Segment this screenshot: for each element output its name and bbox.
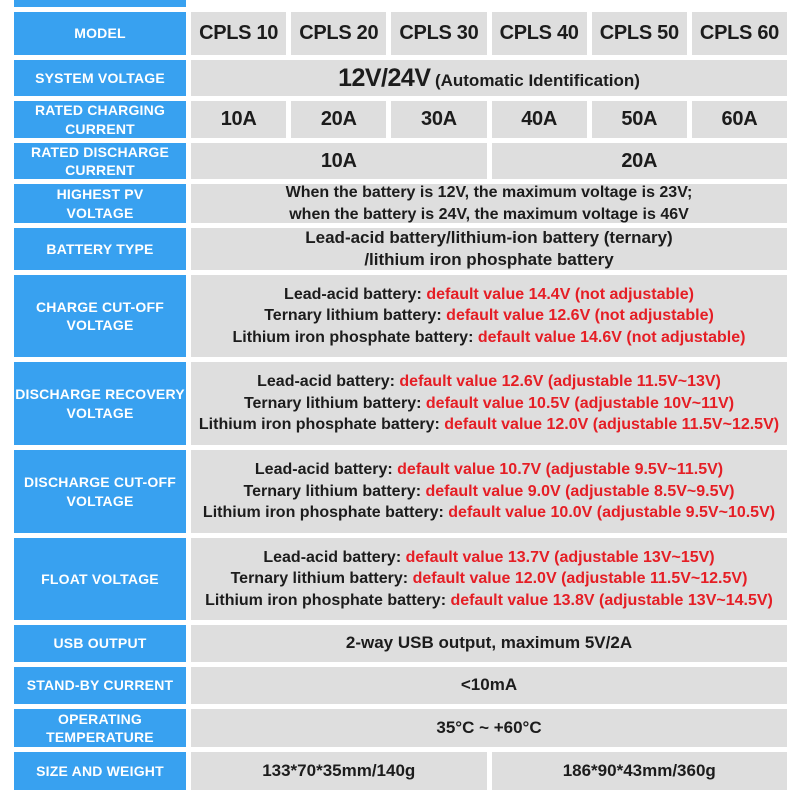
row-label-text: CURRENT [65, 120, 135, 137]
current-value: 20A [621, 149, 658, 172]
default-value: default value 14.6V (not adjustable) [477, 328, 746, 346]
model-cell [592, 12, 687, 55]
discharge-cutoff-cell [191, 450, 787, 533]
default-value: default value 10.0V (adjustable 9.5V~10.5V) [448, 504, 776, 522]
row-label-battery-type [14, 228, 186, 270]
model-value: CPLS 10 [199, 22, 279, 44]
row-label-text: USB OUTPUT [53, 635, 147, 652]
row-label-text: HIGHEST PV [56, 186, 144, 203]
row-label-charge-cutoff-voltage [14, 275, 186, 357]
current-value: 20A [320, 108, 357, 130]
table-row-discharge-cutoff-voltage [14, 450, 787, 533]
row-label-text: MODEL [74, 25, 126, 42]
float-voltage-cells [191, 538, 787, 620]
battery-kind: Lead-acid battery: [284, 285, 427, 303]
pv-voltage-line: when the battery is 24V, the maximum voltage is 46V [289, 205, 689, 223]
spec-line [244, 481, 735, 502]
table-row-highest-pv-voltage [14, 184, 787, 223]
row-label-system-voltage [14, 60, 186, 96]
cropped-header-remnant [14, 0, 186, 7]
row-label-text: FLOAT VOLTAGE [41, 570, 159, 587]
row-label-text: VOLTAGE [66, 317, 134, 333]
standby-current-cells [191, 667, 787, 704]
default-value: default value 12.6V (adjustable 11.5V~13V) [399, 373, 721, 391]
charging-current-cell [291, 101, 386, 138]
row-label-text: BATTERY TYPE [46, 240, 154, 257]
spec-line [264, 305, 714, 326]
charging-current-cell [391, 101, 486, 138]
row-label-text: DISCHARGE CUT-OFF [24, 474, 176, 491]
model-cells [191, 12, 787, 55]
standby-current-cell [191, 667, 787, 704]
table-row-operating-temperature [14, 709, 787, 747]
usb-output-cells [191, 625, 787, 662]
default-value: default value 13.8V (adjustable 13V~14.5V) [450, 591, 773, 609]
system-voltage-note: (Automatic Identification) [434, 70, 640, 90]
row-label-text: STAND-BY CURRENT [26, 677, 174, 694]
row-label-size-weight [14, 752, 186, 790]
spec-line [199, 414, 779, 435]
pv-voltage-line: When the battery is 12V, the maximum voltage is 23V; [285, 184, 693, 202]
size-weight-value: 186*90*43mm/360g [562, 760, 716, 780]
spec-line [284, 284, 694, 305]
row-label-float-voltage [14, 538, 186, 620]
current-value: 50A [621, 108, 658, 130]
discharge-current-cells [191, 143, 787, 179]
model-cell [692, 12, 787, 55]
operating-temperature-cells [191, 709, 787, 747]
model-cell [492, 12, 587, 55]
row-label-text: RATED DISCHARGE [30, 143, 170, 160]
battery-type-line: /lithium iron phosphate battery [364, 250, 614, 269]
battery-type-line: Lead-acid battery/lithium-ion battery (ternary) [305, 227, 673, 247]
row-label-rated-discharge-current [14, 143, 186, 179]
operating-temperature-value: 35°C ~ +60°C [436, 717, 542, 737]
row-label-text: VOLTAGE [66, 492, 134, 509]
battery-kind: Lead-acid battery: [257, 373, 400, 391]
charging-current-cell [191, 101, 286, 138]
row-label-model [14, 12, 186, 55]
size-weight-cells [191, 752, 787, 790]
system-voltage-value [338, 64, 640, 93]
battery-kind: Lithium iron phosphate battery: [202, 504, 449, 522]
model-value: CPLS 60 [699, 22, 779, 44]
pv-voltage-cell [191, 184, 787, 223]
row-label-text: SYSTEM VOLTAGE [35, 69, 165, 86]
row-label-rated-charging-current [14, 101, 186, 138]
battery-kind: Lead-acid battery: [263, 548, 406, 566]
charging-current-cell [492, 101, 587, 138]
row-label-standby-current [14, 667, 186, 704]
spec-line [231, 568, 748, 589]
default-value: default value 12.0V (adjustable 11.5V~12.5V) [412, 570, 748, 588]
table-row-rated-charging-current [14, 101, 787, 138]
default-value: default value 10.7V (adjustable 9.5V~11.5V) [397, 461, 724, 479]
row-label-text: VOLTAGE [66, 404, 134, 421]
default-value: default value 9.0V (adjustable 8.5V~9.5V) [425, 482, 735, 500]
battery-type-cells [191, 228, 787, 270]
battery-kind: Lithium iron phosphate battery: [232, 328, 478, 346]
table-row-float-voltage [14, 538, 787, 620]
row-label-text: TEMPERATURE [46, 729, 154, 745]
operating-temperature-cell [191, 709, 787, 747]
default-value: default value 14.4V (not adjustable) [426, 285, 694, 303]
battery-kind: Lithium iron phosphate battery: [205, 591, 451, 609]
discharge-cutoff-cells [191, 450, 787, 533]
table-row-system-voltage [14, 60, 787, 96]
model-value: CPLS 30 [399, 22, 479, 44]
battery-kind: Ternary lithium battery: [243, 394, 426, 412]
default-value: default value 13.7V (adjustable 13V~15V) [405, 548, 715, 566]
row-label-operating-temperature [14, 709, 186, 747]
model-value: CPLS 50 [599, 22, 679, 44]
spec-line [244, 393, 734, 414]
standby-current-value: <10mA [460, 675, 518, 695]
table-row-rated-discharge-current [14, 143, 787, 179]
float-voltage-cell [191, 538, 787, 620]
model-value: CPLS 20 [299, 22, 379, 44]
system-voltage-cells [191, 60, 787, 96]
discharge-recovery-cell [191, 362, 787, 445]
default-value: default value 12.6V (not adjustable) [446, 307, 714, 325]
spec-line [255, 459, 723, 480]
pv-voltage-cells [191, 184, 787, 223]
row-label-usb-output [14, 625, 186, 662]
table-row-standby-current [14, 667, 787, 704]
spec-table [14, 12, 787, 790]
row-label-text: SIZE AND WEIGHT [36, 762, 164, 779]
current-value: 10A [220, 108, 257, 130]
table-row-charge-cutoff-voltage [14, 275, 787, 357]
charging-current-cell [692, 101, 787, 138]
spec-line [203, 502, 775, 523]
spec-line [263, 547, 714, 568]
charge-cutoff-cell [191, 275, 787, 357]
battery-kind: Lead-acid battery: [254, 461, 398, 479]
row-label-text: VOLTAGE [66, 204, 134, 221]
table-row-model [14, 12, 787, 55]
current-value: 10A [320, 149, 357, 172]
size-weight-cell [492, 752, 788, 790]
size-weight-cell [191, 752, 487, 790]
system-voltage-cell [191, 60, 787, 96]
default-value: default value 12.0V (adjustable 11.5V~12.5V) [444, 416, 780, 434]
battery-kind: Ternary lithium battery: [243, 482, 426, 500]
row-label-text: CHARGE CUT-OFF [35, 298, 164, 315]
size-weight-value: 133*70*35mm/140g [262, 760, 416, 780]
battery-kind: Ternary lithium battery: [230, 570, 413, 588]
battery-kind: Lithium iron phosphate battery: [198, 416, 445, 434]
table-row-size-weight [14, 752, 787, 790]
current-value: 60A [721, 108, 758, 130]
spec-line [257, 371, 721, 392]
discharge-current-cell [492, 143, 788, 179]
row-label-text: OPERATING [58, 710, 142, 727]
current-value: 30A [421, 108, 457, 130]
table-row-battery-type [14, 228, 787, 270]
usb-output-cell [191, 625, 787, 662]
table-row-discharge-recovery-voltage [14, 362, 787, 445]
spec-line [205, 590, 773, 611]
model-cell [291, 12, 386, 55]
model-cell [191, 12, 286, 55]
battery-kind: Ternary lithium battery: [264, 307, 447, 325]
charging-current-cells [191, 101, 787, 138]
discharge-current-cell [191, 143, 487, 179]
row-label-text: RATED CHARGING [34, 102, 166, 119]
model-value: CPLS 40 [499, 22, 579, 44]
usb-output-value: 2-way USB output, maximum 5V/2A [345, 633, 633, 653]
row-label-text: DISCHARGE RECOVERY [15, 386, 185, 403]
discharge-recovery-cells [191, 362, 787, 445]
current-value: 40A [521, 108, 557, 130]
system-voltage-main: 12V/24V [338, 63, 431, 92]
table-row-usb-output [14, 625, 787, 662]
row-label-text: CURRENT [65, 162, 135, 178]
row-label-discharge-cutoff-voltage [14, 450, 186, 533]
default-value: default value 10.5V (adjustable 10V~11V) [425, 394, 735, 412]
row-label-highest-pv-voltage [14, 184, 186, 223]
row-label-discharge-recovery-voltage [14, 362, 186, 445]
spec-line [233, 327, 746, 348]
charging-current-cell [592, 101, 687, 138]
battery-type-cell [191, 228, 787, 270]
charge-cutoff-cells [191, 275, 787, 357]
model-cell [391, 12, 486, 55]
